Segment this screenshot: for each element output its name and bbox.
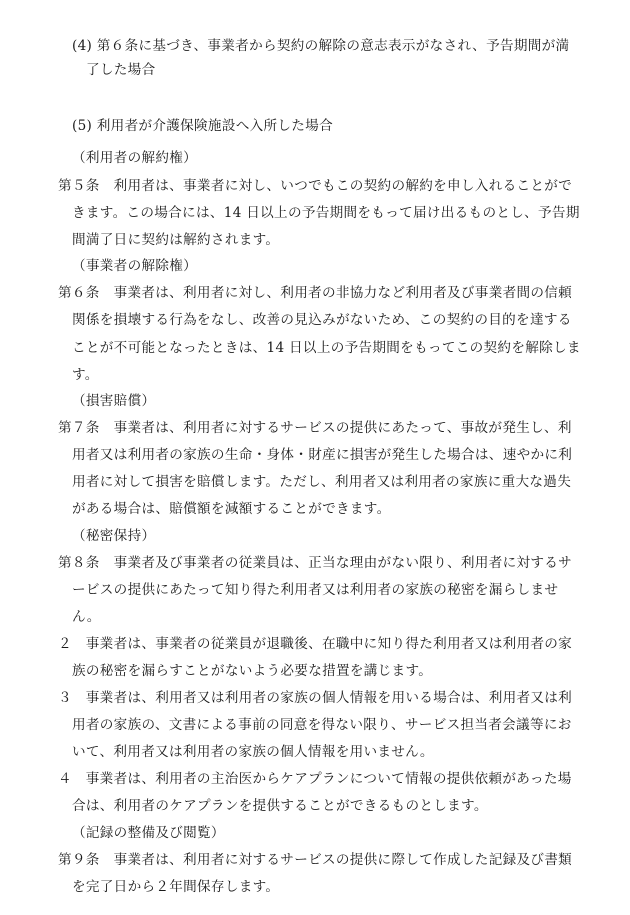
- article-9: 第９条 事業者は、利用者に対するサービスの提供に際して作成した記録及び書類: [58, 852, 573, 868]
- article-8-cont: ービスの提供にあたって知り得た利用者又は利用者の家族の秘密を漏らしませ: [72, 582, 559, 598]
- article-8-para-3-cont: 用者の家族の、文書による事前の同意を得ない限り、サービス担当者会議等にお: [72, 717, 572, 733]
- article-6-cont: す。: [72, 367, 99, 383]
- heading-user-cancellation: （利用者の解約権）: [72, 150, 198, 166]
- article-8-para-2-cont: 族の秘密を漏らすことがないよう必要な措置を講じます。: [72, 663, 433, 679]
- article-7-cont: 用者又は利用者の家族の生命・身体・財産に損害が発生した場合は、速やかに利: [72, 447, 573, 463]
- list-item-4: (4) 第６条に基づき、事業者から契約の解除の意志表示がなされ、予告期間が満: [72, 38, 570, 54]
- article-6-cont: ことが不可能となったときは、14 日以上の予告期間をもってこの契約を解除しま: [72, 340, 581, 356]
- article-8: 第８条 事業者及び事業者の従業員は、正当な理由がない限り、利用者に対するサ: [58, 555, 573, 571]
- article-8-cont: ん。: [72, 609, 101, 625]
- article-8-para-3: ３ 事業者は、利用者又は利用者の家族の個人情報を用いる場合は、利用者又は利: [58, 690, 573, 706]
- article-5-cont: きます。この場合には、14 日以上の予告期間をもって届け出るものとし、予告期: [72, 205, 580, 221]
- heading-confidentiality: （秘密保持）: [72, 528, 156, 544]
- heading-damages: （損害賠償）: [72, 393, 156, 409]
- list-item-4-cont: 了した場合: [86, 62, 156, 78]
- article-6: 第６条 事業者は、利用者に対し、利用者の非協力など利用者及び事業者間の信頼: [58, 285, 573, 301]
- heading-records: （記録の整備及び閲覧）: [72, 825, 225, 841]
- article-7-cont: がある場合は、賠償額を減額することができます。: [72, 501, 391, 517]
- article-8-para-4: ４ 事業者は、利用者の主治医からケアプランについて情報の提供依頼があった場: [58, 771, 572, 787]
- article-8-para-2: ２ 事業者は、事業者の従業員が退職後、在職中に知り得た利用者又は利用者の家: [58, 636, 573, 652]
- article-6-cont: 関係を損壊する行為をなし、改善の見込みがないため、この契約の目的を達する: [72, 312, 572, 328]
- article-7: 第７条 事業者は、利用者に対するサービスの提供にあたって、事故が発生し、利: [58, 420, 572, 436]
- heading-provider-termination: （事業者の解除権）: [72, 258, 198, 274]
- article-7-cont: 用者に対して損害を賠償します。ただし、利用者又は利用者の家族に重大な過失: [72, 474, 572, 490]
- article-9-cont: を完了日から２年間保存します。: [72, 879, 280, 895]
- article-8-para-4-cont: 合は、利用者のケアプランを提供することができるものとします。: [72, 798, 488, 814]
- list-item-5: (5) 利用者が介護保険施設へ入所した場合: [72, 118, 333, 134]
- article-8-para-3-cont: いて、利用者又は利用者の家族の個人情報を用いません。: [72, 744, 434, 760]
- article-5: 第５条 利用者は、事業者に対し、いつでもこの契約の解約を申し入れることがで: [58, 178, 573, 194]
- article-5-cont: 間満了日に契約は解約されます。: [72, 232, 280, 248]
